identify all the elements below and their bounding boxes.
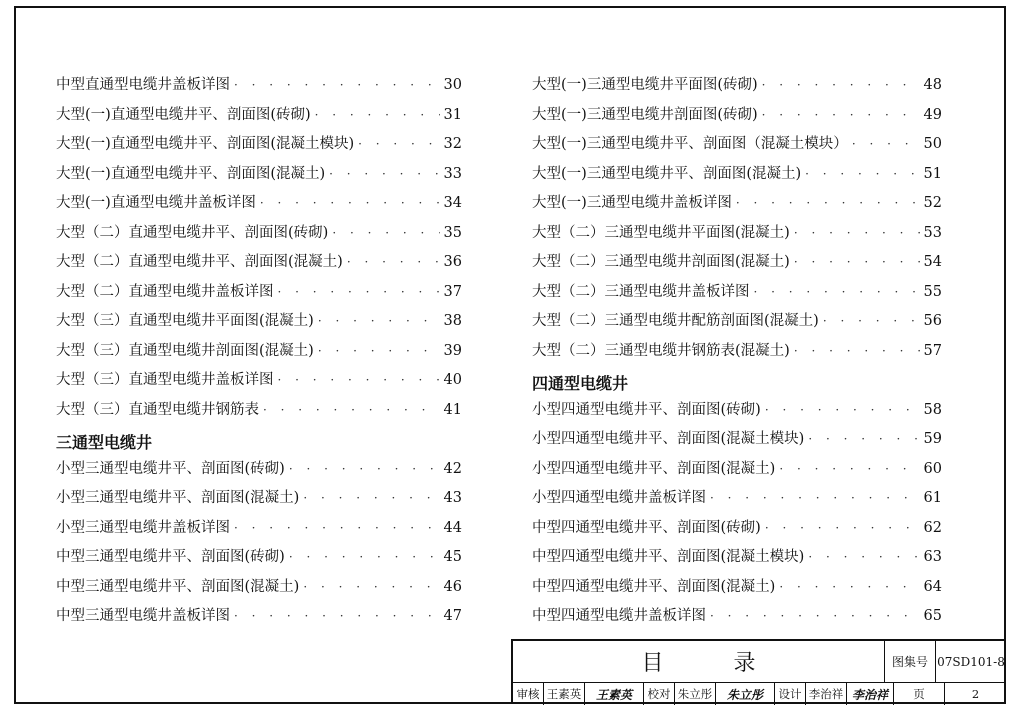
toc-entry-page: 63 (923, 549, 942, 565)
toc-entry-page: 36 (443, 254, 462, 270)
toc-entry (56, 103, 462, 133)
toc-entry-page: 45 (443, 549, 462, 565)
toc-entry (532, 132, 942, 162)
design-label: 设计 (775, 683, 806, 705)
toc-entry (532, 162, 942, 192)
dot-leader (794, 226, 920, 240)
toc-entry (532, 486, 942, 516)
toc-entry-title: 大型（二）直通型电缆井平、剖面图(混凝土) (56, 254, 343, 270)
toc-entry-title: 大型(一)三通型电缆井平、剖面图（混凝土模块） (532, 136, 848, 152)
toc-entry-page: 56 (923, 313, 942, 329)
toc-entry-page: 31 (443, 106, 462, 123)
toc-entry-page: 43 (443, 490, 462, 506)
toc-entry-page: 37 (443, 283, 462, 300)
toc-entry (56, 132, 462, 162)
check-label: 校对 (644, 683, 675, 705)
toc-entry-page: 40 (443, 372, 462, 388)
toc-entry-title: 中型四通型电缆井平、剖面图(混凝土) (532, 578, 776, 595)
toc-entry-title: 大型(一)三通型电缆井剖面图(砖砌) (532, 106, 758, 123)
dot-leader (823, 314, 920, 328)
toc-entry-title: 大型（三）直通型电缆井平面图(混凝土) (56, 313, 314, 329)
toc-entry-page: 30 (443, 77, 462, 93)
toc-entry-title: 小型四通型电缆井盖板详图 (532, 490, 706, 506)
toc-entry (532, 516, 942, 546)
dot-leader (329, 167, 439, 181)
toc-entry-page: 41 (443, 401, 462, 418)
dot-leader (765, 403, 920, 417)
toc-entry (56, 575, 462, 605)
toc-entry-page: 60 (923, 460, 942, 477)
toc-entry-title: 大型(一)直通型电缆井平、剖面图(混凝土模块) (56, 136, 355, 152)
toc-entry (56, 73, 462, 103)
toc-entry-title: 大型（二）三通型电缆井平面图(混凝土) (532, 224, 790, 241)
reviewer-name: 王素英 (544, 683, 585, 705)
toc-entry-page: 35 (443, 224, 462, 241)
toc-entry-title: 大型(一)直通型电缆井盖板详图 (56, 195, 256, 211)
toc-entry-page: 62 (923, 519, 942, 536)
toc-entry-page: 48 (923, 77, 942, 93)
dot-leader (762, 78, 920, 92)
toc-entry (532, 73, 942, 103)
toc-entry-title: 大型（二）三通型电缆井配筋剖面图(混凝土) (532, 313, 819, 329)
toc-entry-title: 小型四通型电缆井平、剖面图(混凝土) (532, 460, 776, 477)
toc-entry (532, 575, 942, 605)
toc-entry-title: 大型（二）直通型电缆井平、剖面图(砖砌) (56, 224, 329, 241)
toc-entry-title: 大型（三）直通型电缆井钢筋表 (56, 401, 259, 418)
toc-entry (56, 604, 462, 634)
dot-leader (765, 521, 920, 535)
toc-entry-title: 大型（二）三通型电缆井钢筋表(混凝土) (532, 342, 790, 359)
dot-leader (779, 462, 919, 476)
dot-leader (234, 609, 440, 623)
toc-entry-page: 52 (923, 195, 942, 211)
toc-entry (532, 545, 942, 575)
toc-entry-title: 小型三通型电缆井盖板详图 (56, 519, 230, 536)
toc-entry-title: 大型(一)直通型电缆井平、剖面图(混凝土) (56, 165, 326, 182)
toc-entry-page: 61 (923, 490, 942, 506)
toc-entry (56, 486, 462, 516)
dot-leader (234, 521, 440, 535)
toc-entry-title: 小型三通型电缆井平、剖面图(混凝土) (56, 490, 300, 506)
toc-entry-page: 50 (923, 136, 942, 152)
dot-leader (754, 285, 920, 299)
toc-entry-page: 39 (443, 342, 462, 359)
toc-entry (532, 250, 942, 280)
page-number: 2 (971, 687, 980, 701)
dot-leader (303, 580, 439, 594)
toc-entry-title: 中型四通型电缆井平、剖面图(砖砌) (532, 519, 761, 536)
toc-entry-title: 大型(一)三通型电缆井平面图(砖砌) (532, 77, 758, 93)
toc-entry-title: 小型三通型电缆井平、剖面图(砖砌) (56, 460, 285, 477)
toc-entry-page: 46 (443, 578, 462, 595)
toc-entry-title: 大型(一)直通型电缆井平、剖面图(砖砌) (56, 106, 311, 123)
toc-entry-page: 55 (923, 283, 942, 300)
title-char-1: 目 (641, 651, 664, 676)
title-block-title (513, 641, 885, 682)
dot-leader (808, 550, 919, 564)
toc-entry-page: 42 (443, 460, 462, 477)
toc-entry (532, 604, 942, 634)
dot-leader (289, 462, 440, 476)
dot-leader (234, 78, 440, 92)
toc-entry-page: 38 (443, 313, 462, 329)
toc-entry (56, 191, 462, 221)
section-heading: 四通型电缆井 (532, 374, 629, 394)
toc-entry (532, 398, 942, 428)
toc-entry-title: 中型四通型电缆井平、剖面图(混凝土模块) (532, 549, 805, 565)
dot-leader (332, 226, 439, 240)
dot-leader (318, 344, 440, 358)
toc-entry-title: 小型四通型电缆井平、剖面图(混凝土模块) (532, 431, 805, 447)
toc-entry (532, 103, 942, 133)
designer-signature: 李治祥 (847, 683, 894, 705)
toc-entry (56, 457, 462, 487)
toc-entry (56, 162, 462, 192)
toc-entry-page: 47 (443, 608, 462, 624)
toc-entry-page: 44 (443, 519, 462, 536)
toc-entry (56, 221, 462, 251)
dot-leader (794, 344, 920, 358)
toc-entry (56, 339, 462, 369)
toc-entry-title: 中型三通型电缆井平、剖面图(混凝土) (56, 578, 300, 595)
title-block (511, 639, 1006, 704)
dot-leader (762, 108, 920, 122)
title-char-2: 录 (733, 651, 756, 676)
toc-entry (532, 191, 942, 221)
toc-entry-page: 51 (923, 165, 942, 182)
toc-entry-title: 大型（三）直通型电缆井剖面图(混凝土) (56, 342, 314, 359)
dot-leader (358, 137, 439, 151)
dot-leader (260, 196, 440, 210)
toc-entry-title: 中型三通型电缆井盖板详图 (56, 608, 230, 624)
toc-entry-title: 大型（三）直通型电缆井盖板详图 (56, 372, 274, 388)
toc-entry (532, 339, 942, 369)
reviewer-signature: 王素英 (585, 683, 644, 705)
toc-entry-title: 大型（二）三通型电缆井盖板详图 (532, 283, 750, 300)
toc-entry (532, 280, 942, 310)
toc-entry-title: 中型直通型电缆井盖板详图 (56, 77, 230, 93)
toc-entry (532, 221, 942, 251)
toc-entry-page: 65 (923, 608, 942, 624)
toc-entry-title: 中型四通型电缆井盖板详图 (532, 608, 706, 624)
toc-entry-title: 小型四通型电缆井平、剖面图(砖砌) (532, 401, 761, 418)
page-label: 页 (894, 683, 945, 705)
toc-entry (56, 309, 462, 339)
dot-leader (347, 255, 440, 269)
toc-entry-page: 32 (443, 136, 462, 152)
section-heading: 三通型电缆井 (56, 433, 153, 453)
dot-leader (794, 255, 920, 269)
toc-entry-page: 33 (443, 165, 462, 182)
toc-entry (532, 427, 942, 457)
dot-leader (852, 137, 920, 151)
atlas-number-label: 图集号 (885, 641, 936, 682)
toc-entry-page: 54 (923, 254, 942, 270)
toc-entry-page: 64 (923, 578, 942, 595)
dot-leader (289, 550, 440, 564)
dot-leader (779, 580, 919, 594)
toc-entry-title: 大型(一)三通型电缆井盖板详图 (532, 195, 732, 211)
toc-entry (56, 545, 462, 575)
toc-entry-page: 59 (923, 431, 942, 447)
toc-entry-page: 34 (443, 195, 462, 211)
toc-entry (56, 250, 462, 280)
dot-leader (318, 314, 440, 328)
dot-leader (278, 373, 440, 387)
toc-entry-title: 大型（二）直通型电缆井盖板详图 (56, 283, 274, 300)
toc-entry-page: 49 (923, 106, 942, 123)
toc-right-column (532, 73, 942, 634)
toc-entry-page: 58 (923, 401, 942, 418)
toc-entry-title: 大型(一)三通型电缆井平、剖面图(混凝土) (532, 165, 802, 182)
toc-entry (532, 309, 942, 339)
dot-leader (303, 491, 439, 505)
dot-leader (278, 285, 440, 299)
dot-leader (315, 108, 440, 122)
dot-leader (710, 609, 920, 623)
dot-leader (736, 196, 920, 210)
dot-leader (263, 403, 440, 417)
toc-entry (56, 368, 462, 398)
toc-entry-page: 57 (923, 342, 942, 359)
review-label: 审核 (513, 683, 544, 705)
toc-entry-page: 53 (923, 224, 942, 241)
dot-leader (808, 432, 919, 446)
dot-leader (710, 491, 920, 505)
toc-entry (56, 398, 462, 428)
toc-entry (56, 280, 462, 310)
checker-name: 朱立彤 (675, 683, 716, 705)
toc-entry (532, 457, 942, 487)
atlas-number: 07SD101-8 (937, 654, 1005, 669)
toc-entry-title: 大型（二）三通型电缆井剖面图(混凝土) (532, 254, 790, 270)
toc-entry-title: 中型三通型电缆井平、剖面图(砖砌) (56, 549, 285, 565)
toc-left-column (56, 73, 462, 634)
checker-signature: 朱立彤 (716, 683, 775, 705)
dot-leader (805, 167, 919, 181)
toc-entry (56, 516, 462, 546)
designer-name: 李治祥 (806, 683, 847, 705)
